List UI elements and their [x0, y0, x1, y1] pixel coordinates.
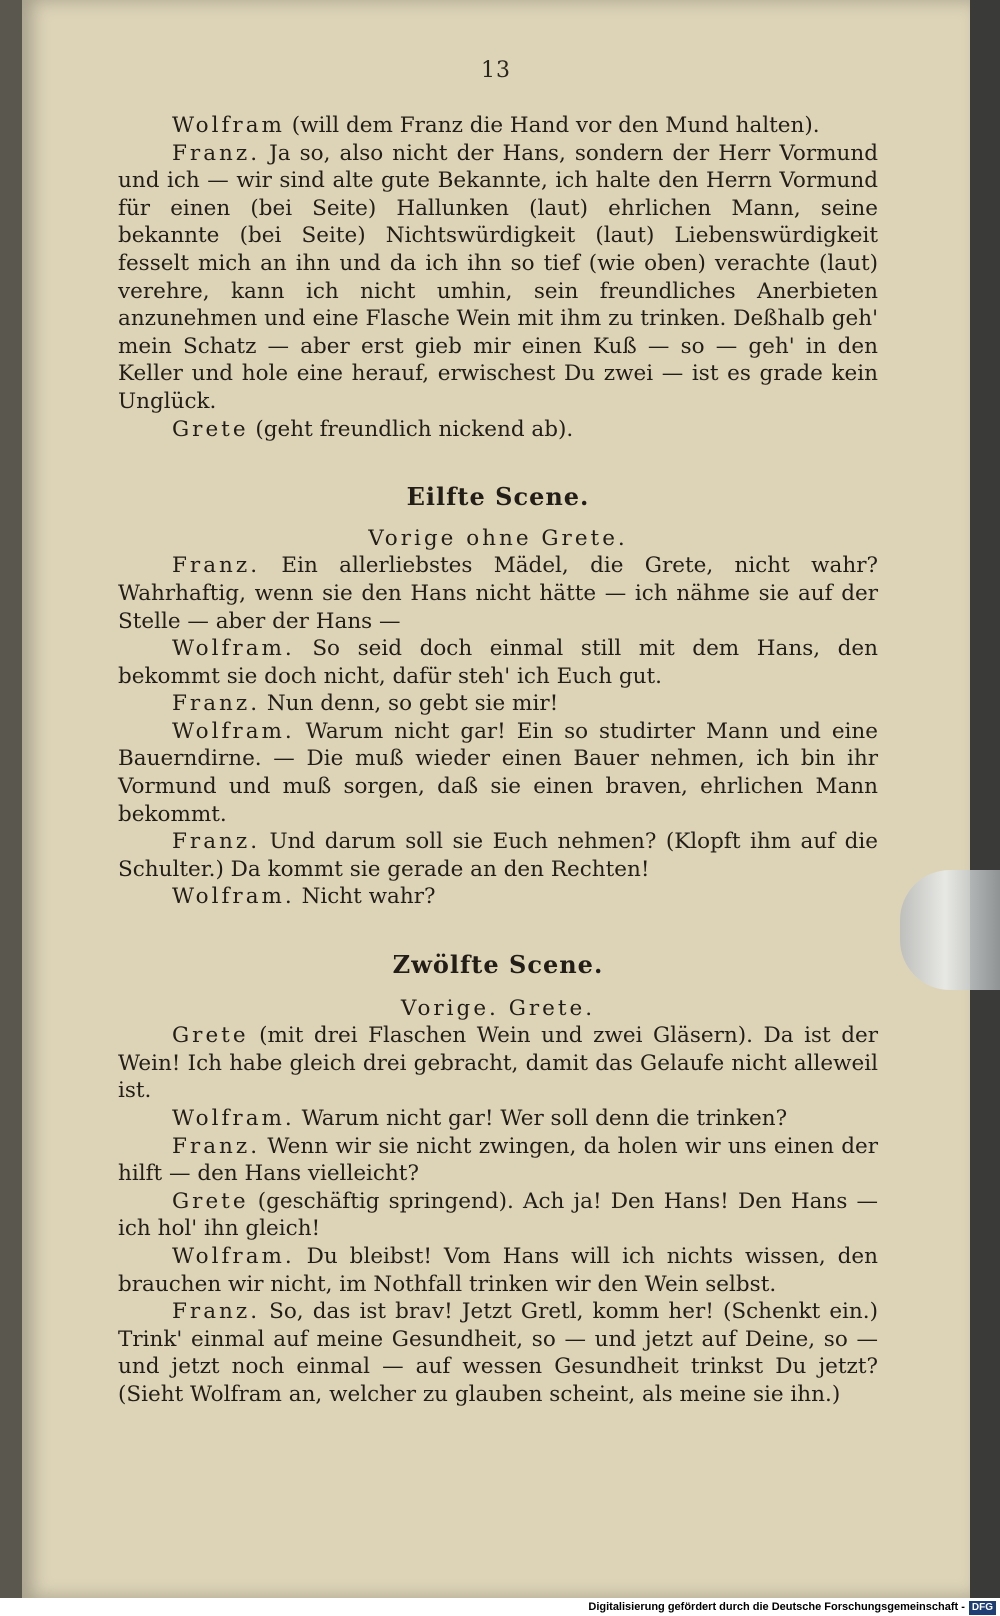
- dialogue-paragraph: [118, 1105, 878, 1133]
- dialogue-text: Du bleibst! Vom Hans will ich nichts wissen, den brauchen wir nicht, im Nothfall trinken wir den Wein selbst.: [118, 1243, 878, 1297]
- dialogue-paragraph: [118, 718, 878, 828]
- book-page: [22, 0, 970, 1598]
- dialogue-paragraph: [118, 1022, 878, 1105]
- digitization-credit-bar: [0, 1598, 1000, 1616]
- dialogue-paragraph: [118, 635, 878, 690]
- dialogue-paragraph: [118, 140, 878, 416]
- dialogue-text: (will dem Franz die Hand vor den Mund halten).: [284, 113, 820, 138]
- scene-heading: Eilfte Scene.: [406, 482, 590, 512]
- dialogue-text: (geschäftig springend). Ach ja! Den Hans! Den Hans — ich hol' ihn gleich!: [118, 1188, 878, 1242]
- speaker-name: Franz.: [172, 1299, 261, 1325]
- speaker-name: Wolfram: [172, 113, 285, 138]
- dfg-logo: DFG: [969, 1601, 996, 1615]
- dialogue-paragraph: [118, 552, 878, 635]
- book-spine: [0, 0, 22, 1598]
- dialogue-paragraph: [118, 883, 878, 911]
- dialogue-text: So, das ist brav! Jetzt Gretl, komm her! (Schenkt ein.) Trink' einmal auf meine Gesundheit, so — und jetzt auf Deine, so — und jetzt noch einmal — auf wessen Gesundheit trinkst Du jetzt? (Sieht Wolfram an, welcher zu glauben scheint, als meine sie ihn.): [118, 1299, 878, 1407]
- dialogue-paragraph: [118, 112, 878, 140]
- dialogue-text: Und darum soll sie Euch nehmen? (Klopft ihm auf die Schulter.) Da kommt sie gerade an den Rechten!: [118, 829, 878, 882]
- page-clip: [900, 870, 1000, 990]
- speaker-name: Grete: [172, 1023, 249, 1049]
- speaker-name: Grete: [172, 1188, 249, 1214]
- speaker-name: Franz.: [172, 553, 261, 579]
- dialogue-paragraph: [118, 1243, 878, 1298]
- stage-direction: Vorige ohne Grete.: [368, 525, 628, 551]
- speaker-name: Wolfram.: [172, 636, 295, 662]
- scene-heading: Zwölfte Scene.: [392, 950, 604, 980]
- speaker-name: Wolfram.: [172, 1106, 295, 1131]
- credit-text: Digitalisierung gefördert durch die Deutsche Forschungsgemeinschaft -: [588, 1601, 965, 1613]
- speaker-name: Wolfram.: [172, 1243, 295, 1269]
- dialogue-text: Warum nicht gar! Wer soll denn die trinken?: [294, 1106, 788, 1131]
- page-number: 13: [481, 58, 511, 83]
- stage-direction: Vorige. Grete.: [400, 995, 596, 1021]
- dialogue-text: Warum nicht gar! Ein so studirter Mann und eine Bauerndirne. — Die muß wieder einen Bauer nehmen, ich bin ihr Vormund und muß sorgen, daß sie einen braven, ehrlichen Mann bekommt.: [118, 718, 878, 827]
- dialogue-paragraph: [118, 828, 878, 883]
- speaker-name: Wolfram.: [172, 884, 295, 910]
- speaker-name: Franz.: [172, 691, 261, 717]
- speaker-name: Franz.: [172, 1133, 261, 1159]
- speaker-name: Franz.: [172, 140, 261, 166]
- dialogue-text: So seid doch einmal still mit dem Hans, den bekommt sie doch nicht, dafür steh' ich Euch gut.: [118, 636, 878, 689]
- speaker-name: Franz.: [172, 829, 261, 855]
- dialogue-text: Ja so, also nicht der Hans, sondern der Herr Vormund und ich — wir sind alte gute Bekannte, ich halte den Herrn Vormund für einen (bei Seite) Hallunken (laut) ehrlichen Mann, seine bekannte (bei Seite) Nichtswürdigkeit (laut) Liebenswürdigkeit fesselt mich an ihn und da ich ihn so tief (wie oben) verachte (laut) verehre, kann ich nicht umhin, sein freundliches Anerbieten anzunehmen und eine Flasche Wein mit ihm zu trinken. Deßhalb geh' mein Schatz — aber erst gieb mir einen Kuß — so — geh' in den Keller und hole eine herauf, erwischest Du zwei — ist es grade kein Unglück.: [118, 140, 878, 414]
- dialogue-paragraph: [118, 1188, 878, 1243]
- dialogue-text: Nicht wahr?: [294, 884, 436, 910]
- dialogue-text: Wenn wir sie nicht zwingen, da holen wir uns einen der hilft — den Hans vielleicht?: [118, 1133, 878, 1187]
- dialogue-text: (mit drei Flaschen Wein und zwei Gläsern). Da ist der Wein! Ich habe gleich drei gebracht, damit das Gelaufe nicht alleweil ist.: [118, 1023, 878, 1104]
- dialogue-paragraph: [118, 1133, 878, 1188]
- speaker-name: Grete: [172, 416, 249, 442]
- dialogue-paragraph: [118, 416, 878, 444]
- dialogue-text: Nun denn, so gebt sie mir!: [260, 691, 559, 717]
- dialogue-paragraph: [118, 690, 878, 718]
- dialogue-paragraph: [118, 1298, 878, 1408]
- page-text: [118, 112, 878, 1409]
- dialogue-text: Ein allerliebstes Mädel, die Grete, nicht wahr? Wahrhaftig, wenn sie den Hans nicht hätte — ich nähme sie auf der Stelle — aber der Hans —: [118, 553, 878, 634]
- speaker-name: Wolfram.: [172, 718, 295, 744]
- dialogue-text: (geht freundlich nickend ab).: [248, 416, 574, 442]
